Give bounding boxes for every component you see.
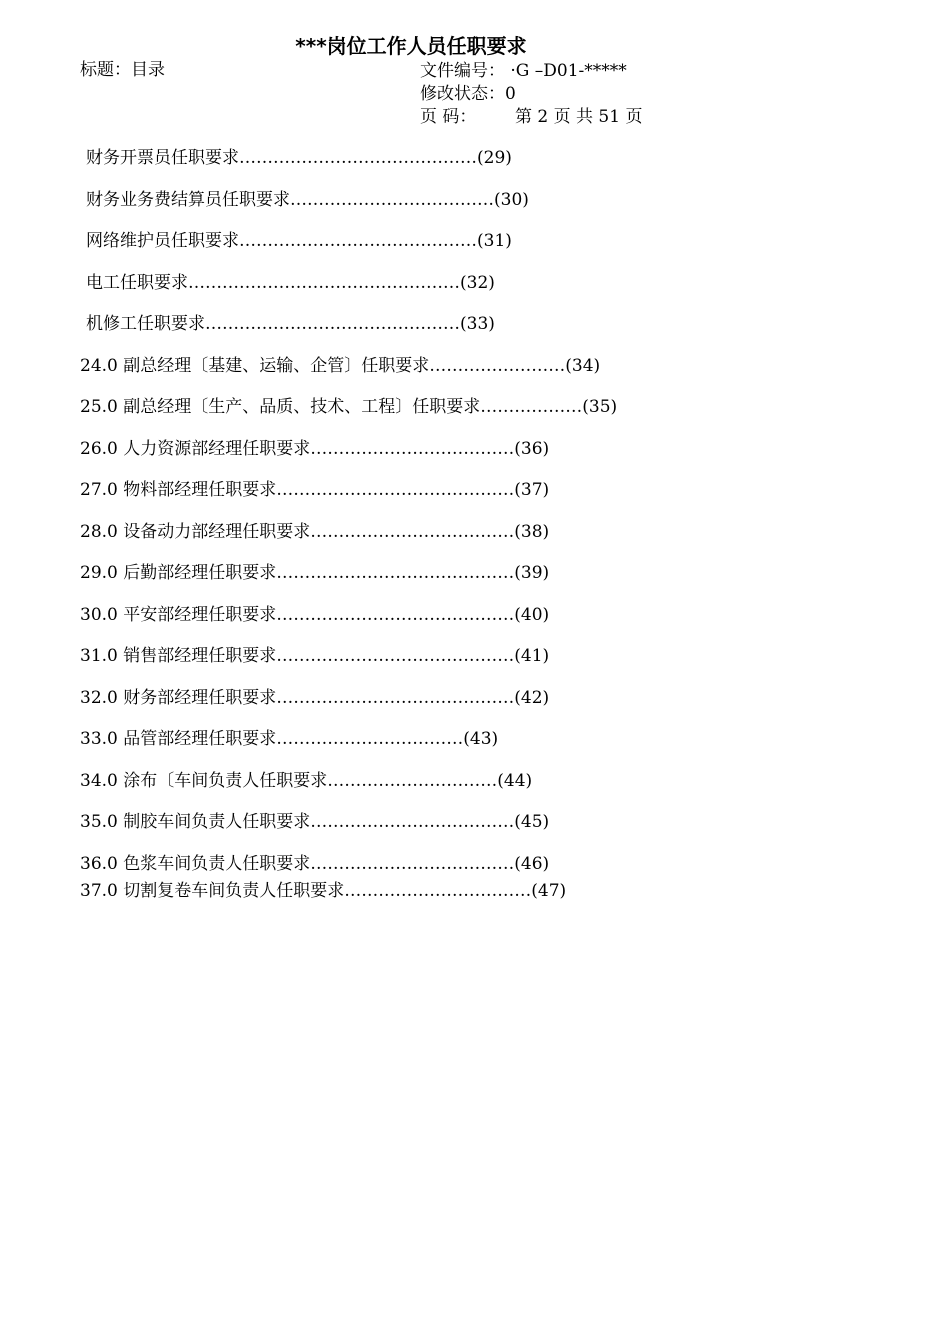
toc-item: 电工任职要求…………………………………………(32) [86,272,495,293]
toc-item: 30.0 平安部经理任职要求……………………………………(40) [80,604,550,625]
toc-item: 33.0 品管部经理任职要求……………………………(43) [80,729,499,749]
toc-item: 机修工任职要求………………………………………(33) [86,314,495,334]
toc-item: 27.0 物料部经理任职要求……………………………………(37) [80,480,550,500]
table-of-contents [80,146,617,920]
document-title: ***岗位工作人员任职要求 [295,34,527,58]
toc-item: 财务业务费结算员任职要求………………………………(30) [86,189,529,210]
toc-item: 29.0 后勤部经理任职要求……………………………………(39) [80,563,550,583]
section-label: 标题：目录 [80,60,165,80]
toc-item: 34.0 涂布〔车间负责人任职要求…………………………(44) [80,770,533,791]
page-info [420,106,642,129]
page-value: 第 2 页 共 51 页 [515,107,643,127]
page-label: 页 码： [420,107,477,127]
toc-item: 31.0 销售部经理任职要求……………………………………(41) [80,646,550,666]
toc-item: 32.0 财务部经理任职要求……………………………………(42) [80,687,550,708]
toc-item: 37.0 切割复卷车间负责人任职要求……………………………(47) [80,880,567,901]
revision-status: 修改状态：0 [420,84,516,104]
toc-item: 24.0 副总经理〔基建、运输、企管〕任职要求……………………(34) [80,355,601,376]
toc-item: 25.0 副总经理〔生产、品质、技术、工程〕任职要求………………(35) [80,397,618,417]
doc-number: 文件编号： ·G –D01-***** [420,61,627,81]
toc-item: 28.0 设备动力部经理任职要求………………………………(38) [80,521,550,542]
toc-item: 36.0 色浆车间负责人任职要求………………………………(46) [80,853,550,874]
document-meta [420,60,642,129]
toc-item: 网络维护员任职要求……………………………………(31) [86,231,512,251]
toc-item: 财务开票员任职要求……………………………………(29) [86,148,512,168]
toc-item: 35.0 制胶车间负责人任职要求………………………………(45) [80,812,550,832]
toc-item: 26.0 人力资源部经理任职要求………………………………(36) [80,438,550,459]
